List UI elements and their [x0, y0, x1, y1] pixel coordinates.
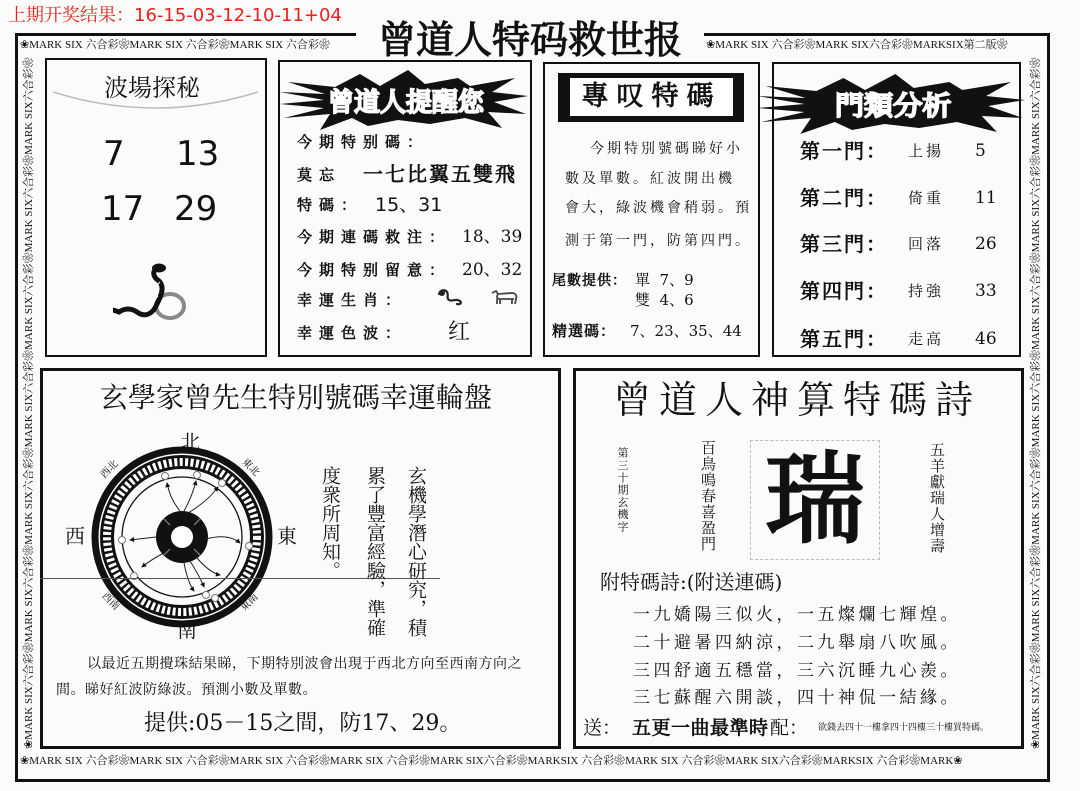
- right-couplet: 五羊獻瑞人增壽: [928, 442, 946, 554]
- door-label: 第四門：: [800, 279, 888, 303]
- direction-west: 西: [65, 524, 85, 548]
- door-label: 第一門：: [800, 139, 888, 163]
- lucky-wheel-panel: [40, 368, 561, 749]
- special-code-label: 今期特别碼：: [297, 133, 430, 151]
- door-number: 26: [975, 234, 997, 254]
- tip-line: 測于第一門，防第四門。: [565, 233, 752, 249]
- poem-panel: [573, 368, 1024, 749]
- door-trend: 持強: [908, 282, 945, 300]
- last-draw-label: 上期开奖结果：: [8, 5, 134, 26]
- special-value: 15、31: [375, 194, 443, 216]
- door-trend: 上揚: [908, 142, 945, 160]
- door-trend: 倚重: [908, 189, 945, 207]
- key-character-box: [750, 440, 880, 560]
- door-analysis-panel: [772, 62, 1021, 357]
- lucky-wheel-title: 玄學家曾先生特別號碼幸運輪盤: [99, 381, 492, 414]
- tail-label: 尾數提供：: [552, 273, 627, 289]
- door-label: 第五門：: [800, 327, 888, 351]
- door-number: 5: [975, 141, 986, 161]
- reminder-banner-text: 曾道人提醒您: [327, 88, 485, 118]
- door-label: 第二門：: [800, 186, 888, 210]
- dont-forget-label: 莫忘: [297, 166, 342, 184]
- zodiac-label: 幸運生肖：: [297, 291, 408, 309]
- starburst-banner: [280, 70, 528, 130]
- mark-six-strip-bottom: ❀MARK SIX 六合彩❀MARK SIX 六合彩❀MARK SIX 六合彩❀MARK SIX 六合彩❀MARK SIX六合彩❀MARKSIX 六合彩❀MARK SIX 六合彩❀MARK SIX六合彩❀MARKSIX 六合彩❀MARK❀: [20, 755, 963, 767]
- direction-northwest: 西北: [98, 458, 121, 481]
- last-draw-result: [8, 5, 342, 27]
- mark-six-strip-top-left: ❀MARK SIX 六合彩❀MARK SIX 六合彩❀MARK SIX 六合彩❀: [20, 39, 330, 51]
- wave-number: 17: [101, 189, 145, 229]
- door-label: 第三門：: [800, 232, 888, 256]
- offer-text: 提供:05－15之間，防17、29。: [144, 711, 462, 736]
- tail-single: 單 7、9: [635, 271, 694, 289]
- special-tips-banner-text: 專叹特碼: [570, 78, 733, 116]
- direction-east: 東: [277, 524, 297, 548]
- mark-six-strip-right: ❀MARK SIX六合彩❀MARK SIX六合彩❀MARK SIX六合彩❀MARK SIX六合彩❀MARK SIX六合彩❀MARK SIX六合彩❀MARK SIX六合彩❀: [1030, 57, 1042, 750]
- watch-value: 20、32: [462, 260, 523, 280]
- door-trend: 走高: [908, 330, 945, 348]
- starburst-banner: [757, 74, 1025, 134]
- dragon-icon: [436, 288, 464, 306]
- left-couplet: 百鳥鳴春喜盈門: [699, 440, 717, 552]
- intro-column: 度衆所周知。: [319, 466, 341, 580]
- direction-northeast: 東北: [239, 456, 262, 479]
- match-label: 配：: [770, 717, 809, 739]
- lucky-color-value: 红: [448, 320, 471, 345]
- poem-verse: 二十避暑四納涼，二九舉扇八吹風。: [633, 633, 961, 653]
- door-number: 11: [975, 188, 997, 208]
- special-tips-panel: [543, 62, 760, 357]
- mark-six-strip-left: ❀MARK SIX六合彩❀MARK SIX六合彩❀MARK SIX六合彩❀MARK SIX六合彩❀MARK SIX六合彩❀MARK SIX六合彩❀MARK SIX六合彩❀: [23, 57, 35, 750]
- mark-six-strip-top-right: ❀MARK SIX 六合彩❀MARK SIX六合彩❀MARKSIX第二版❀: [706, 39, 1008, 51]
- send-label: 送：: [583, 717, 622, 739]
- picks-value: 7、23、35、44: [630, 322, 742, 340]
- ox-icon: [490, 288, 520, 306]
- poem-title: 曾道人神算特碼詩: [613, 378, 982, 422]
- masthead-title: 曾道人特码救世报: [356, 14, 704, 66]
- match-text: 欲錢去四十一樓拿四十四樓三十樓買特碼。: [818, 723, 990, 733]
- send-text: 五更一曲最準時: [632, 717, 769, 739]
- tip-line: 會大，綠波機會稍弱。預: [565, 200, 752, 216]
- special-tips-banner: [558, 73, 744, 122]
- tip-line: 今期特別號碼睇好小: [590, 141, 743, 157]
- picks-label: 精選碼：: [552, 322, 617, 340]
- combo-label: 今期連碼救注：: [297, 228, 452, 246]
- reminder-panel: [278, 60, 532, 357]
- poem-verse: 一九嬌陽三似火，一五燦爛七輝煌。: [633, 605, 961, 625]
- direction-south: 南: [177, 618, 197, 642]
- wave-secret-panel: [45, 58, 267, 357]
- key-character: 瑞: [765, 441, 865, 558]
- door-number: 33: [975, 281, 997, 301]
- poem-verse: 三四舒適五穩當，三六沉睡九心羨。: [633, 661, 961, 681]
- door-banner-text: 門類分析: [834, 90, 952, 122]
- analysis-line: 以最近五期攪珠結果睇，下期特別波會出現于西北方向至西南方向之: [87, 656, 522, 672]
- dont-forget-text: 一七比翼五雙飛: [363, 162, 517, 186]
- watch-label: 今期特别留意：: [297, 261, 452, 279]
- snake-icon: [113, 262, 193, 324]
- tail-double: 雙 4、6: [635, 291, 694, 309]
- direction-southeast: 東南: [238, 591, 261, 614]
- door-trend: 回落: [908, 235, 945, 253]
- wave-number: 29: [174, 189, 218, 229]
- direction-north: 北: [180, 430, 200, 454]
- combo-value: 18、39: [462, 227, 523, 247]
- direction-southwest: 西南: [99, 590, 122, 613]
- intro-column: 玄機學潛心研究，積: [405, 466, 427, 637]
- poem-subtitle: 附特碼詩:(附送連碼): [600, 570, 783, 594]
- analysis-line: 間。睇好紅波防綠波。預測小數及單數。: [56, 682, 317, 698]
- wave-secret-title: 波場探秘: [104, 74, 200, 102]
- issue-note: 第三十期玄機字: [616, 447, 629, 534]
- poem-verse: 三七蘇醒六開談，四十神侃一結緣。: [633, 688, 961, 708]
- door-number: 46: [975, 329, 997, 349]
- title-arc-decoration: [53, 90, 258, 112]
- tip-line: 數及單數。紅波開出機: [565, 171, 735, 187]
- special-label: 特碼：: [297, 196, 364, 214]
- wave-number: 7: [103, 134, 125, 174]
- last-draw-numbers: 16-15-03-12-10-11+04: [134, 5, 342, 26]
- lucky-color-label: 幸運色波：: [297, 324, 408, 342]
- intro-column: 累了豐富經驗，準確: [364, 466, 386, 637]
- wave-number: 13: [176, 134, 220, 174]
